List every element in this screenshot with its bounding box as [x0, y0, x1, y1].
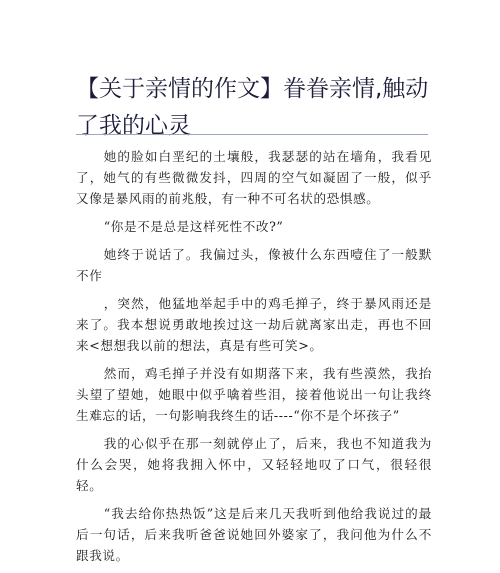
paragraph-4: ，突然，他猛地举起手中的鸡毛掸子，终于暴风雨还是来了。我本想说勇敢地挨过这一劫后就离家出走，再也不回来<想想我以前的想法，真是有些可笑>。: [76, 296, 432, 353]
article-title: 【关于亲情的作文】眷眷亲情,触动了我的心灵: [76, 76, 429, 140]
title-divider: [76, 134, 428, 135]
paragraph-6: 我的心似乎在那一刻就停止了，后来，我也不知道我为什么会哭，她将我拥入怀中，又轻轻地叹了口气，很轻很轻。: [76, 436, 432, 493]
paragraph-3: 她终于说话了。我偏过头，像被什么东西噎住了一般默不作: [76, 247, 432, 283]
paragraph-2: “你是不是总是这样死性不改?”: [103, 219, 284, 234]
paragraph-7: “我去给你热热饭”这是后来几天我听到他给我说过的最后一句话，后来我听爸爸说她回外婆家了，我问他为什么不跟我说。: [76, 506, 432, 563]
article-body: [76, 146, 432, 573]
paragraph-5: 然而，鸡毛掸子并没有如期落下来，我有些漠然，我抬头望了望她，她眼中似乎噙着些泪，接着他说出一句让我终生难忘的话，一句影响我终生的话----“你不是个坏孩子”: [76, 366, 432, 423]
paragraph-1: 她的脸如白垩纪的土壤般，我瑟瑟的站在墙角，我看见了，她气的有些微微发抖，四周的空气如凝固了一般，似乎又像是暴风雨的前兆般，有一种不可名状的恐惧感。: [76, 149, 432, 206]
